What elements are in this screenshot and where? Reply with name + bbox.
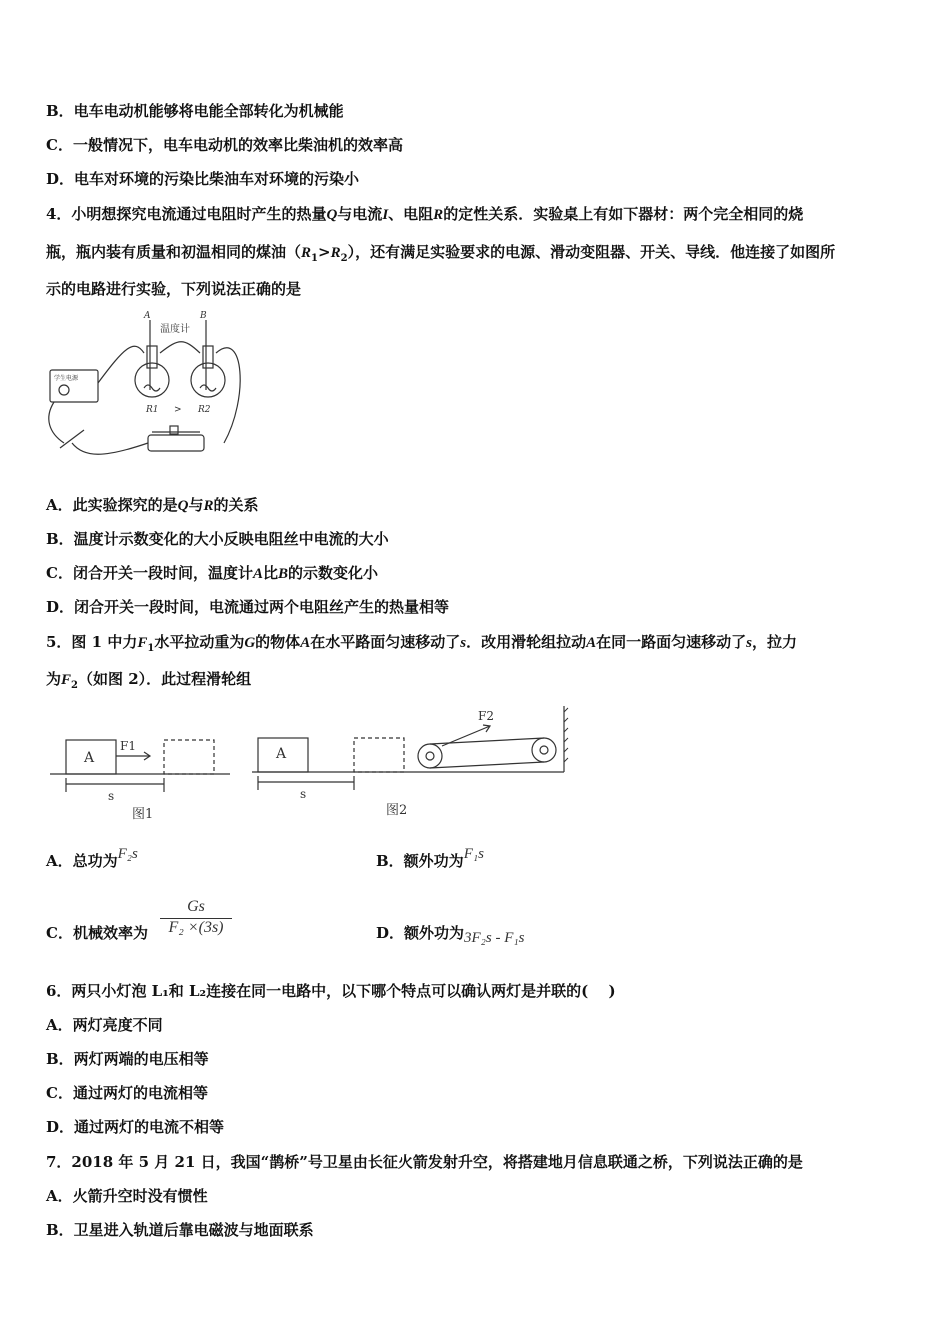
q4-option-b: B．温度计示数变化的大小反映电阻丝中电流的大小 [46,530,389,548]
q5-option-c: C．机械效率为 [46,924,148,942]
q6-option-d: D．通过两灯的电流不相等 [46,1118,225,1136]
fraction-denominator: F₂ ×(3s) [160,918,232,937]
q5-stem-line1: 5．图 1 中力$F_1$水平拉动重为G的物体A在水平路面匀速移动了s．改用滑轮组拉动A在同一路面匀速移动了s，拉力 [46,633,797,654]
label-a: A [144,311,151,321]
power-supply-dial [59,385,69,395]
label-r2: R2 [198,405,211,415]
fig2-force-arrow [442,726,490,746]
q7-stem: 7．2018 年 5 月 21 日，我国“鹊桥”号卫星由长征火箭发射升空，将搭建地月信息联通之桥，下列说法正确的是 [46,1153,803,1171]
wire-flask2-rheostat [216,348,240,443]
rheostat-slider [170,426,178,434]
flask-r1-neck [147,346,157,368]
fig1-block-label: A [84,750,95,766]
fig2-fixed-pulley-axle [540,746,548,754]
q5-figures [46,702,586,824]
label-r1: R1 [146,405,159,415]
q4-stem-line3: 示的电路进行实验，下列说法正确的是 [46,280,302,298]
q4-circuit-figure [44,308,244,478]
q5-option-d-expr: 3F₂s - F₁s [464,930,525,946]
q3-option-b: B．电车电动机能够将电能全部转化为机械能 [46,102,344,120]
flask-r2-neck [203,346,213,368]
q5-option-b-expr: F₁s [463,846,484,862]
fig1-block-moved [164,740,214,774]
q5-option-a: A．总功为F₂s [46,846,138,870]
q4-option-d: D．闭合开关一段时间，电流通过两个电阻丝产生的热量相等 [46,598,450,616]
q6-option-b: B．两灯两端的电压相等 [46,1050,209,1068]
q5-stem-line2: 为$F_2$（如图 2）．此过程滑轮组 [46,670,252,691]
label-b: B [200,311,207,321]
q5-option-b: B．额外功为F₁s [376,846,484,870]
wire-flask1-flask2 [160,342,200,353]
wire-supply-switch [49,402,64,443]
fig2-rope-bottom [430,762,544,768]
q4-stem-line2: 瓶，瓶内装有质量和初温相同的煤油$(R_1>R_2)$，还有满足实验要求的电源、滑动变阻器、开关、导线．他连接了如图所 [46,243,836,264]
q4-stem-line1: 4．小明想探究电流通过电阻时产生的热量Q与电流I、电阻R的定性关系．实验桌上有如下器材：两个完全相同的烧 [46,205,804,223]
q3-option-d: D．电车对环境的污染比柴油车对环境的污染小 [46,170,360,188]
q5-option-c-fraction [160,898,232,937]
fig2-block-label: A [276,746,287,762]
q6-option-c: C．通过两灯的电流相等 [46,1084,208,1102]
fraction-numerator: Gs [187,898,205,915]
q3-option-c: C．一般情况下，电车电动机的效率比柴油机的效率高 [46,136,403,154]
fig2-moving-pulley-axle [426,752,434,760]
fig2-rope-top [430,738,544,744]
fig2-dist-label: s [300,787,307,801]
rheostat [148,435,204,451]
label-gt: > [174,405,182,415]
q7-option-b: B．卫星进入轨道后靠电磁波与地面联系 [46,1221,314,1239]
q6-option-a: A．两灯亮度不同 [46,1016,163,1034]
q5-option-a-expr: F₂s [117,846,138,862]
fig2-block-moved [354,738,404,772]
q6-stem: 6．两只小灯泡 L₁和 L₂连接在同一电路中，以下哪个特点可以确认两灯是并联的( ) [46,982,616,1000]
fig2-moving-pulley [418,744,442,768]
fig2-caption: 图2 [386,803,408,818]
fig1-dist-label: s [108,789,115,803]
q5-option-d: D．额外功为3F₂s - F₁s [376,924,525,946]
fig1-force-label: F1 [120,739,136,753]
wire-supply-flask1 [98,346,144,383]
fig2-fixed-pulley [532,738,556,762]
coil-r2 [200,385,216,391]
label-thermometer: 温度计 [160,324,190,335]
wire-rheostat-switch [72,443,148,454]
switch [60,430,84,448]
q4-option-c: C．闭合开关一段时间，温度计A比B的示数变化小 [46,564,379,582]
fig1-caption: 图1 [132,807,154,822]
label-supply: 学生电源 [54,375,79,382]
fig2-force-label: F2 [478,709,494,723]
coil-r1 [144,385,160,391]
q4-option-a: A．此实验探究的是Q与R的关系 [46,496,259,514]
q7-option-a: A．火箭升空时没有惯性 [46,1187,208,1205]
